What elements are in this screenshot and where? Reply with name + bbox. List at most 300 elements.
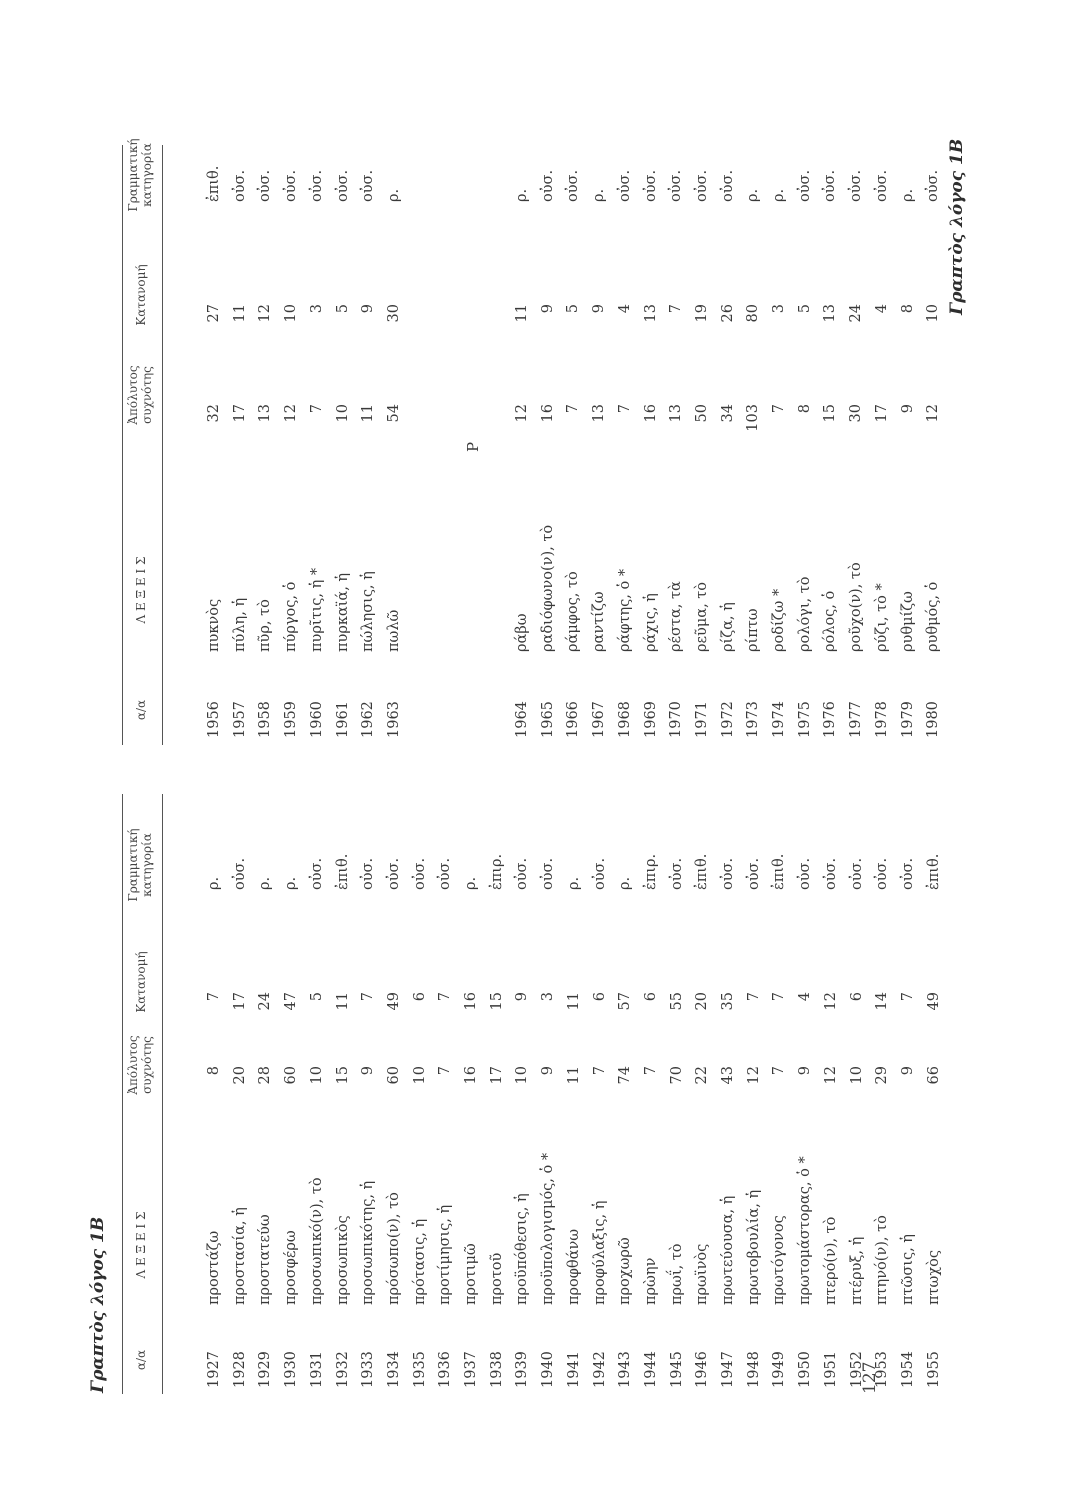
table-row — [694, 0, 717, 1500]
entry-category: οὐσ. — [822, 169, 839, 202]
table-row — [771, 0, 794, 1500]
entry-number: 1962 — [360, 701, 377, 738]
entry-number: 1945 — [668, 1351, 685, 1388]
entry-abs-frequency: 9 — [899, 404, 916, 414]
entry-number: 1965 — [539, 701, 556, 738]
entry-distribution: 16 — [463, 992, 479, 1011]
entry-category: οὐσ. — [385, 857, 402, 890]
entry-category: ρ. — [283, 876, 300, 890]
entry-distribution: 13 — [642, 304, 659, 323]
entry-number: 1955 — [925, 1351, 942, 1388]
entry-distribution: 20 — [694, 992, 711, 1011]
table-row — [591, 0, 614, 1500]
entry-abs-frequency: 66 — [925, 1066, 942, 1085]
table-row — [412, 780, 435, 1500]
entry-word: ρύζι, τὸ * — [873, 583, 890, 652]
entry-distribution: 12 — [257, 304, 274, 323]
entry-category: ρ. — [514, 188, 530, 202]
entry-category: ἐπιρ. — [488, 853, 505, 890]
entry-category: οὐσ. — [668, 857, 685, 890]
entry-abs-frequency: 74 — [617, 1066, 634, 1085]
entry-abs-frequency: 7 — [437, 1066, 454, 1076]
header-words-right: Λ Ε Ξ Ε Ι Σ — [134, 556, 148, 624]
entry-abs-frequency: 17 — [488, 1066, 505, 1085]
entry-distribution: 10 — [283, 304, 300, 323]
entry-category: οὐσ. — [283, 169, 300, 202]
entry-category: οὐσ. — [720, 857, 736, 890]
entry-distribution: 7 — [668, 304, 685, 314]
entry-word: προχωρῶ — [617, 1237, 634, 1305]
section-letter-rho: Ρ — [464, 441, 482, 452]
entry-distribution: 49 — [385, 992, 402, 1011]
entry-word: ράμφος, τὸ — [565, 571, 582, 652]
entry-category: ρ. — [899, 188, 916, 202]
entry-abs-frequency: 7 — [771, 1066, 788, 1076]
entry-category: ρ. — [617, 876, 634, 890]
entry-word: ροῦχο(ν), τὸ — [848, 562, 865, 652]
entry-abs-frequency: 20 — [231, 1066, 248, 1085]
entry-distribution: 6 — [591, 992, 608, 1002]
entry-abs-frequency: 17 — [231, 404, 248, 423]
entry-abs-frequency: 11 — [565, 1066, 582, 1085]
table-row — [822, 0, 845, 1500]
entry-distribution: 10 — [925, 304, 942, 323]
header-distribution-right: Κατανομή — [134, 264, 148, 326]
table-row — [489, 780, 512, 1500]
entry-distribution: 24 — [848, 304, 865, 323]
table-row — [335, 0, 358, 1500]
entry-abs-frequency: 54 — [385, 404, 402, 423]
header-no: α/α — [134, 1349, 148, 1371]
entry-number: 1964 — [514, 701, 530, 738]
entry-category: ρ. — [745, 188, 762, 202]
entry-category: ἐπιθ. — [925, 853, 942, 890]
entry-word: πτερό(ν), τὸ — [822, 1216, 839, 1305]
entry-word: προφθάνω — [565, 1228, 582, 1305]
entry-number: 1941 — [565, 1351, 582, 1388]
entry-distribution: 80 — [745, 304, 762, 323]
table-row — [720, 0, 743, 1500]
entry-abs-frequency: 11 — [360, 404, 377, 423]
entry-word: πρωτομάστορας, ὁ * — [797, 1156, 814, 1305]
entry-word: πυρκαϊά, ἡ — [334, 572, 351, 652]
entry-word: προϋπολογισμός, ὁ * — [540, 1152, 557, 1305]
entry-abs-frequency: 34 — [719, 404, 736, 423]
entry-distribution: 30 — [385, 304, 402, 323]
entry-word: πώλησις, ἡ — [360, 571, 377, 652]
entry-distribution: 5 — [565, 304, 582, 314]
entry-word: πρωΐ, τὸ — [668, 1243, 685, 1305]
entry-number: 1944 — [642, 1351, 659, 1388]
entry-number: 1958 — [257, 701, 274, 738]
table-row — [463, 780, 486, 1500]
entry-distribution: 14 — [874, 992, 891, 1011]
entry-word: ράχις, ἡ — [642, 593, 659, 652]
entry-abs-frequency: 22 — [694, 1066, 711, 1085]
entry-abs-frequency: 12 — [283, 404, 300, 423]
table-row — [848, 0, 871, 1500]
entry-distribution: 4 — [616, 304, 633, 314]
entry-abs-frequency: 9 — [797, 1066, 814, 1076]
header-abs-frequency: Ἀπόλυτος συχνότης — [126, 1035, 154, 1095]
entry-distribution: 11 — [231, 304, 248, 323]
entry-category: οὐσ. — [539, 169, 556, 202]
entry-number: 1948 — [745, 1351, 762, 1388]
entry-word: προτοῦ — [488, 1252, 505, 1305]
entry-distribution: 11 — [565, 992, 582, 1011]
entry-category: οὐσ. — [308, 857, 325, 890]
entry-number: 1966 — [565, 701, 582, 738]
entry-abs-frequency: 9 — [360, 1066, 377, 1076]
entry-category: οὐσ. — [745, 857, 762, 890]
entry-category: οὐσ. — [360, 857, 377, 890]
entry-abs-frequency: 70 — [668, 1066, 685, 1085]
entry-number: 1932 — [334, 1351, 351, 1388]
entry-category: οὐσ. — [848, 857, 865, 890]
table-row — [925, 0, 948, 1500]
entry-abs-frequency: 13 — [668, 404, 685, 423]
entry-distribution: 9 — [591, 304, 608, 314]
entry-abs-frequency: 13 — [591, 404, 608, 423]
entry-number: 1943 — [617, 1351, 634, 1388]
entry-abs-frequency: 10 — [334, 404, 351, 423]
entry-distribution: 7 — [360, 992, 377, 1002]
entry-distribution: 19 — [693, 304, 710, 323]
entry-number: 1976 — [822, 701, 839, 738]
entry-distribution: 3 — [308, 304, 325, 314]
entry-abs-frequency: 12 — [925, 404, 942, 423]
entry-abs-frequency: 7 — [771, 404, 787, 414]
entry-category: οὐσ. — [437, 857, 454, 890]
entry-number: 1950 — [797, 1351, 814, 1388]
entry-category: ἐπιθ. — [771, 853, 788, 890]
header-no-right: α/α — [134, 699, 148, 721]
entry-abs-frequency: 10 — [411, 1066, 428, 1085]
entry-word: πυρῖτις, ἡ * — [308, 567, 325, 652]
entry-word: ρεῦμα, τὸ — [693, 581, 710, 652]
entry-word: πωλῶ — [385, 609, 402, 652]
entry-category: ρ. — [591, 188, 608, 202]
entry-number: 1927 — [206, 1351, 222, 1388]
entry-distribution: 3 — [771, 304, 787, 314]
entry-abs-frequency: 7 — [642, 1066, 659, 1076]
entry-abs-frequency: 103 — [745, 404, 762, 432]
entry-abs-frequency: 9 — [540, 1066, 557, 1076]
entry-number: 1974 — [771, 701, 787, 738]
entry-word: ράβω — [514, 613, 530, 652]
entry-distribution: 6 — [848, 992, 865, 1002]
entry-number: 1960 — [308, 701, 325, 738]
entry-abs-frequency: 16 — [642, 404, 659, 423]
entry-number: 1973 — [745, 701, 762, 738]
entry-word: προστασία, ἡ — [231, 1207, 248, 1305]
entry-number: 1942 — [591, 1351, 608, 1388]
entry-word: πρωτεύουσα, ἡ — [720, 1195, 736, 1305]
entry-distribution: 13 — [822, 304, 839, 323]
entry-distribution: 9 — [360, 304, 377, 314]
entry-distribution: 47 — [283, 992, 300, 1011]
entry-abs-frequency: 13 — [257, 404, 274, 423]
entry-abs-frequency: 12 — [514, 404, 530, 423]
entry-category: οὐσ. — [360, 169, 377, 202]
header-category-right: Γραμματική κατηγορία — [126, 138, 154, 212]
entry-abs-frequency: 60 — [385, 1066, 402, 1085]
entry-abs-frequency: 10 — [308, 1066, 325, 1085]
entry-number: 1951 — [822, 1351, 839, 1388]
entry-category: ρ. — [206, 876, 222, 890]
table-row — [643, 0, 666, 1500]
table-row — [232, 0, 255, 1500]
header-words: Λ Ε Ξ Ε Ι Σ — [134, 1211, 148, 1279]
table-row — [540, 0, 563, 1500]
table-row — [514, 0, 537, 1500]
entry-abs-frequency: 28 — [257, 1066, 274, 1085]
entry-distribution: 6 — [642, 992, 659, 1002]
entry-abs-frequency: 16 — [463, 1066, 479, 1085]
entry-abs-frequency: 8 — [206, 1066, 222, 1076]
entry-number: 1963 — [385, 701, 402, 738]
table-row — [668, 0, 691, 1500]
entry-distribution: 3 — [540, 992, 557, 1002]
header-rule-right — [122, 145, 123, 745]
entry-number: 1954 — [899, 1351, 916, 1388]
entry-number: 1975 — [796, 701, 813, 738]
entry-number: 1972 — [719, 701, 736, 738]
table-row — [617, 0, 640, 1500]
entry-abs-frequency: 43 — [720, 1066, 736, 1085]
entry-abs-frequency: 12 — [822, 1066, 839, 1085]
header-rule-left-bottom — [162, 794, 163, 1394]
entry-distribution: 12 — [822, 992, 839, 1011]
entry-number: 1935 — [411, 1351, 428, 1388]
entry-word: προφύλαξις, ἡ — [591, 1200, 608, 1305]
entry-word: ρυθμίζω — [899, 591, 916, 652]
entry-word: πῦρ, τὸ — [257, 599, 274, 652]
entry-distribution: 6 — [411, 992, 428, 1002]
entry-number: 1937 — [463, 1351, 479, 1388]
entry-distribution: 11 — [514, 304, 530, 323]
entry-word: πτηνό(ν), τὸ — [874, 1215, 891, 1305]
header-rule-left — [122, 794, 123, 1394]
entry-number: 1971 — [693, 701, 710, 738]
entry-abs-frequency: 8 — [796, 404, 813, 414]
entry-word: πτωχὸς — [925, 1249, 942, 1305]
entry-word: ροδίζω * — [771, 588, 787, 652]
header-category: Γραμματική κατηγορία — [126, 828, 154, 902]
entry-number: 1931 — [308, 1351, 325, 1388]
entry-number: 1936 — [437, 1351, 454, 1388]
entry-number: 1957 — [231, 701, 248, 738]
entry-word: προσωπικότης, ἡ — [360, 1180, 377, 1305]
entry-distribution: 9 — [539, 304, 556, 314]
entry-category: οὐσ. — [719, 169, 736, 202]
table-row — [206, 0, 229, 1500]
entry-word: πρωτόγονος — [771, 1215, 788, 1305]
entry-word: προσωπικὸς — [334, 1215, 351, 1305]
entry-category: ρ. — [565, 876, 582, 890]
table-row — [565, 0, 588, 1500]
entry-number: 1967 — [591, 701, 608, 738]
entry-number: 1979 — [899, 701, 916, 738]
entry-distribution: 57 — [617, 992, 634, 1011]
entry-number: 1930 — [283, 1351, 300, 1388]
entry-word: προστάζω — [206, 1230, 222, 1305]
entry-distribution: 8 — [899, 304, 916, 314]
entry-abs-frequency: 10 — [514, 1066, 531, 1085]
entry-distribution: 5 — [334, 304, 351, 314]
entry-number: 1953 — [874, 1351, 891, 1388]
entry-abs-frequency: 7 — [591, 1066, 608, 1076]
entry-category: οὐσ. — [848, 169, 865, 202]
entry-category: ἐπιρ. — [642, 853, 659, 890]
entry-number: 1952 — [848, 1351, 865, 1388]
entry-category: οὐσ. — [565, 169, 582, 202]
entry-abs-frequency: 30 — [848, 404, 865, 423]
entry-number: 1940 — [540, 1351, 557, 1388]
entry-number: 1961 — [334, 701, 351, 738]
table-row — [283, 0, 306, 1500]
entry-abs-frequency: 17 — [873, 404, 890, 423]
entry-number: 1968 — [616, 701, 633, 738]
entry-word: προστατεύω — [257, 1214, 274, 1305]
entry-category: οὐσ. — [514, 857, 531, 890]
entry-category: οὐσ. — [873, 169, 890, 202]
running-head-left: Γραπτὸς λόγος 1Β — [88, 1216, 108, 1393]
table-row — [797, 0, 820, 1500]
entry-distribution: 4 — [873, 304, 890, 314]
header-rule-right-bottom — [162, 145, 163, 745]
entry-abs-frequency: 7 — [308, 404, 325, 414]
header-abs-frequency-right: Ἀπόλυτος συχνότης — [126, 365, 154, 425]
entry-abs-frequency: 60 — [283, 1066, 300, 1085]
entry-number: 1947 — [720, 1351, 736, 1388]
entry-word: ρίζα, ἡ — [719, 602, 736, 652]
entry-word: προτίμησις, ἡ — [437, 1204, 454, 1305]
entry-word: προτιμῶ — [463, 1243, 479, 1305]
entry-number: 1978 — [873, 701, 890, 738]
entry-number: 1980 — [925, 701, 942, 738]
entry-word: προσωπικό(ν), τὸ — [308, 1177, 325, 1305]
entry-distribution: 55 — [668, 992, 685, 1011]
entry-distribution: 4 — [797, 992, 814, 1002]
entry-distribution: 7 — [771, 992, 788, 1002]
entry-distribution: 17 — [231, 992, 248, 1011]
table-row — [309, 0, 332, 1500]
entry-number: 1928 — [231, 1351, 248, 1388]
entry-category: οὐσ. — [642, 169, 659, 202]
entry-category: οὐσ. — [591, 857, 608, 890]
entry-abs-frequency: 50 — [693, 404, 710, 423]
entry-category: οὐσ. — [257, 169, 274, 202]
entry-distribution: 7 — [899, 992, 916, 1002]
entry-number: 1939 — [514, 1351, 531, 1388]
table-row — [874, 0, 897, 1500]
entry-word: πρωϊνὸς — [694, 1243, 711, 1305]
entry-word: πυκνὸς — [206, 598, 222, 652]
entry-word: προσφέρω — [283, 1230, 300, 1305]
entry-number: 1956 — [206, 701, 222, 738]
entry-distribution: 35 — [720, 992, 736, 1011]
entry-distribution: 9 — [514, 992, 531, 1002]
entry-distribution: 15 — [488, 992, 505, 1011]
entry-number: 1946 — [694, 1351, 711, 1388]
entry-number: 1959 — [283, 701, 300, 738]
entry-category: οὐσ. — [308, 169, 325, 202]
entry-word: ρίπτω — [745, 608, 762, 652]
entry-category: ἐπιθ. — [206, 165, 222, 202]
entry-abs-frequency: 9 — [899, 1066, 916, 1076]
table-row — [745, 0, 768, 1500]
entry-abs-frequency: 7 — [616, 404, 633, 414]
entry-abs-frequency: 29 — [874, 1066, 891, 1085]
entry-distribution: 24 — [257, 992, 274, 1011]
entry-abs-frequency: 10 — [848, 1066, 865, 1085]
entry-category: οὐσ. — [334, 169, 351, 202]
entry-distribution: 11 — [334, 992, 351, 1011]
entry-category: οὐσ. — [796, 169, 813, 202]
entry-word: ραδιόφωνο(ν), τὸ — [539, 524, 556, 652]
entry-number: 1933 — [360, 1351, 377, 1388]
entry-category: οὐσ. — [540, 857, 557, 890]
entry-word: ρολόγι, τὸ — [796, 576, 813, 652]
entry-word: πύργος, ὁ — [283, 581, 300, 652]
entry-category: οὐσ. — [411, 857, 428, 890]
entry-category: οὐσ. — [925, 169, 942, 202]
entry-word: ράφτης, ὁ * — [616, 568, 633, 652]
page-number: 127 — [860, 1361, 880, 1394]
entry-distribution: 7 — [437, 992, 454, 1002]
table-row — [437, 780, 460, 1500]
entry-category: οὐσ. — [874, 857, 891, 890]
entry-abs-frequency: 32 — [206, 404, 222, 423]
entry-category: ρ. — [463, 876, 479, 890]
entry-distribution: 27 — [206, 304, 222, 323]
entry-category: οὐσ. — [822, 857, 839, 890]
entry-distribution: 7 — [206, 992, 222, 1002]
entry-number: 1977 — [848, 701, 865, 738]
entry-word: ρόλος, ὁ — [822, 590, 839, 652]
entry-distribution: 49 — [925, 992, 942, 1011]
entry-category: οὐσ. — [668, 169, 685, 202]
entry-category: ρ. — [257, 876, 274, 890]
entry-word: ρυθμός, ὁ — [925, 581, 942, 652]
entry-word: ραντίζω — [591, 591, 608, 652]
table-row — [257, 0, 280, 1500]
entry-category: οὐσ. — [797, 857, 814, 890]
entry-word: πτέρυξ, ἡ — [848, 1236, 865, 1305]
table-row — [360, 0, 383, 1500]
entry-number: 1929 — [257, 1351, 274, 1388]
entry-distribution: 5 — [796, 304, 813, 314]
table-row — [386, 0, 409, 1500]
entry-abs-frequency: 15 — [334, 1066, 351, 1085]
entry-number: 1938 — [488, 1351, 505, 1388]
entry-category: ρ. — [771, 188, 787, 202]
entry-number: 1934 — [385, 1351, 402, 1388]
entry-number: 1970 — [668, 701, 685, 738]
entry-word: προϋπόθεσις, ἡ — [514, 1193, 531, 1305]
entry-distribution: 7 — [745, 992, 762, 1002]
entry-category: οὐσ. — [616, 169, 633, 202]
entry-category: οὐσ. — [231, 857, 248, 890]
table-row — [900, 0, 923, 1500]
entry-word: πύλη, ἡ — [231, 597, 248, 652]
entry-distribution: 5 — [308, 992, 325, 1002]
entry-abs-frequency: 16 — [539, 404, 556, 423]
entry-word: πρωτοβουλία, ἡ — [745, 1189, 762, 1305]
entry-category: οὐσ. — [899, 857, 916, 890]
entry-number: 1949 — [771, 1351, 788, 1388]
